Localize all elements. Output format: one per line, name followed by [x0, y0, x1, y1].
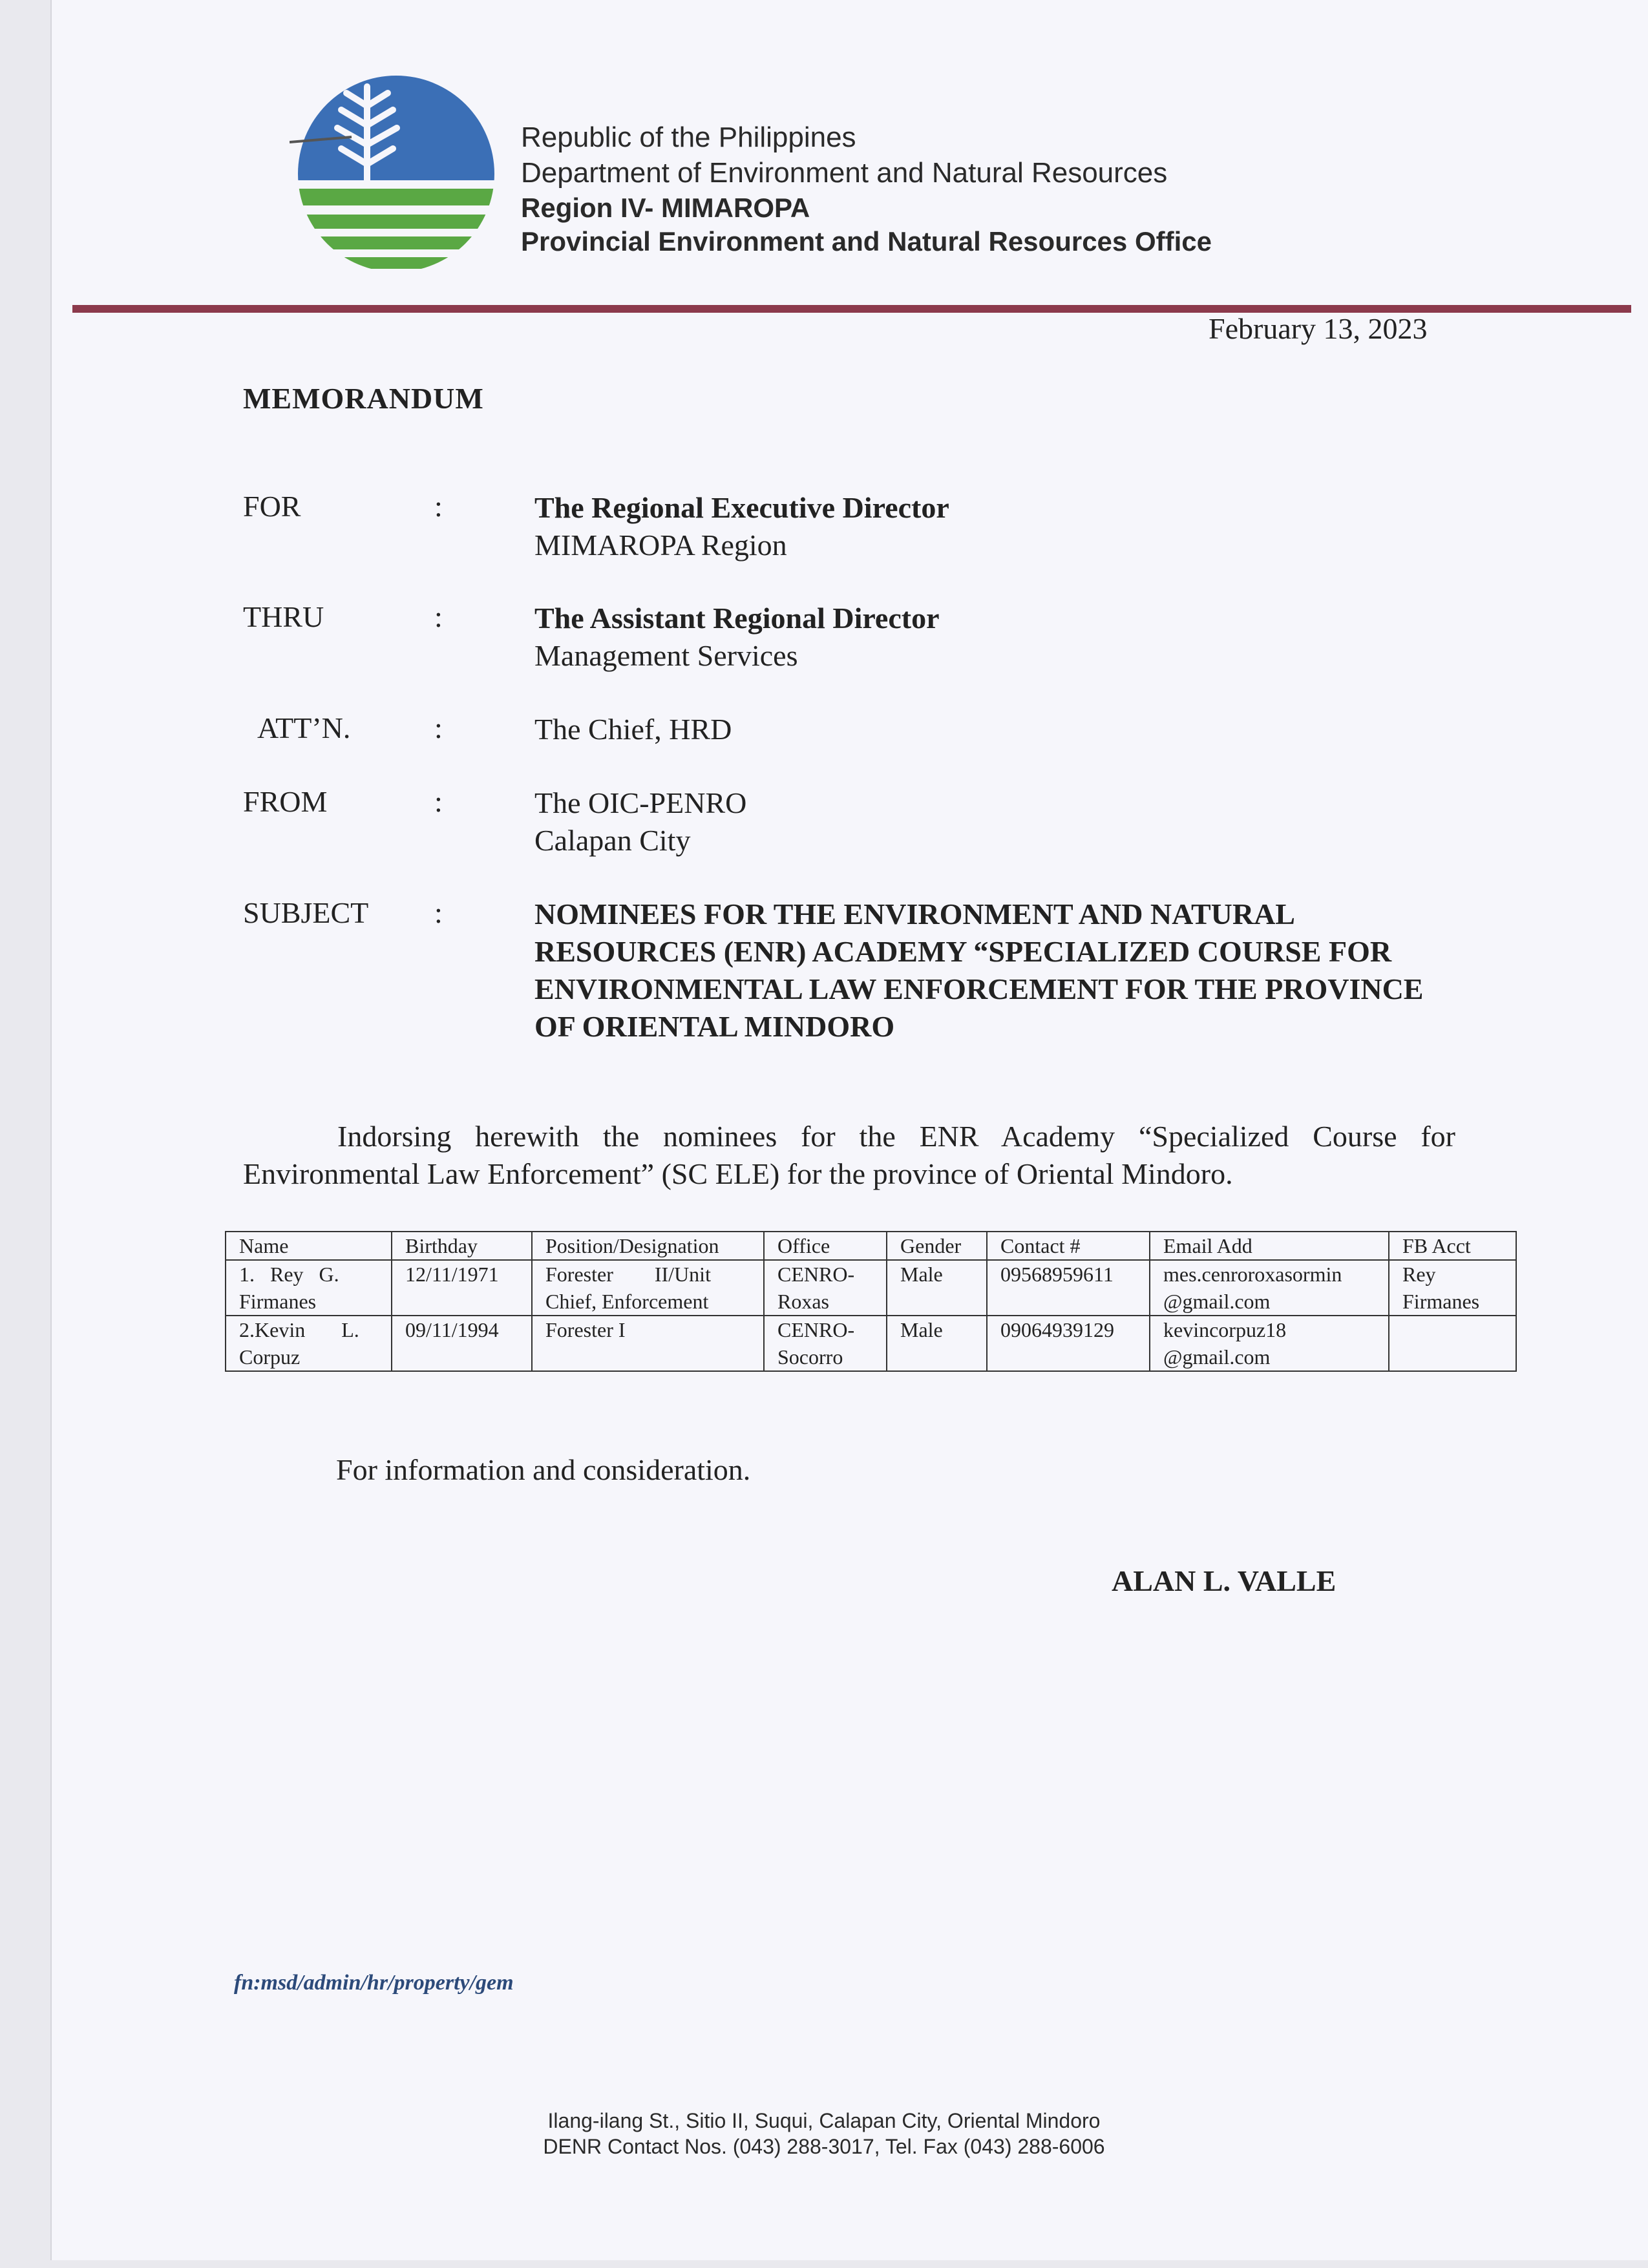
header-name: Name	[226, 1232, 392, 1260]
header-email: Email Add	[1150, 1232, 1389, 1260]
cell-fb-line1: Rey	[1402, 1263, 1436, 1286]
cell-position-line1: Forester I	[545, 1318, 626, 1341]
subject-label: SUBJECT	[243, 896, 369, 929]
cell-gender: Male	[887, 1316, 987, 1371]
subject-colon: :	[434, 896, 443, 929]
header-office: Office	[764, 1232, 887, 1260]
thru-label: THRU	[243, 600, 324, 633]
cell-office-line1: CENRO-	[777, 1318, 855, 1341]
cell-fb	[1389, 1260, 1516, 1316]
header-department: Department of Environment and Natural Resources	[521, 157, 1168, 189]
cell-email-line1: mes.cenroroxasormin	[1163, 1263, 1342, 1286]
header-region: Region IV- MIMAROPA	[521, 193, 810, 223]
thru-value	[534, 600, 940, 675]
table-row	[226, 1260, 1516, 1316]
cell-position	[532, 1316, 764, 1371]
cell-office	[764, 1316, 887, 1371]
cell-birthday: 09/11/1994	[392, 1316, 532, 1371]
subject-text: NOMINEES FOR THE ENVIRONMENT AND NATURAL RESOURCES (ENR) ACADEMY “SPECIALIZED COURSE FOR ENVIRONMENTAL LAW ENFORCEMENT FOR THE PROVINCE OF ORIENTAL MINDORO	[534, 898, 1424, 1043]
from-value	[534, 784, 746, 859]
cell-office-line2: Roxas	[777, 1290, 829, 1313]
cell-email-line1: kevincorpuz18	[1163, 1318, 1287, 1341]
header-gender: Gender	[887, 1232, 987, 1260]
table-row	[226, 1316, 1516, 1371]
for-label: FOR	[243, 490, 301, 523]
attn-value: The Chief, HRD	[534, 713, 732, 746]
cell-gender: Male	[887, 1260, 987, 1316]
for-addressee: The Regional Executive Director	[534, 491, 949, 524]
cell-birthday: 12/11/1971	[392, 1260, 532, 1316]
from-sender: The OIC-PENRO	[534, 786, 747, 819]
cell-fb	[1389, 1316, 1516, 1371]
cell-email-line2: @gmail.com	[1163, 1345, 1271, 1369]
cell-fb-line2: Firmanes	[1402, 1290, 1480, 1313]
cell-email	[1150, 1316, 1389, 1371]
cell-name-line1	[239, 1261, 378, 1288]
footer-contacts: DENR Contact Nos. (043) 288-3017, Tel. Fax (043) 288-6006	[543, 2135, 1105, 2158]
from-colon: :	[434, 785, 443, 818]
cell-office-line2: Socorro	[777, 1345, 843, 1369]
table-header-row	[226, 1232, 1516, 1260]
cell-position-line1: Forester II/Unit	[545, 1263, 711, 1286]
from-label: FROM	[243, 785, 328, 818]
file-reference: fn:msd/admin/hr/property/gem	[234, 1971, 514, 1995]
closing-line: For information and consideration.	[336, 1453, 751, 1486]
nominees-table	[225, 1231, 1517, 1372]
cell-position	[532, 1260, 764, 1316]
header-office: Provincial Environment and Natural Resources Office	[521, 226, 1212, 257]
cell-position-line2: Chief, Enforcement	[545, 1290, 709, 1313]
intro-paragraph: Indorsing herewith the nominees for the ENR Academy “Specialized Course for Environmental Law Enforcement” (SC ELE) for the province of Oriental Mindoro.	[243, 1120, 1455, 1190]
thru-colon: :	[434, 600, 443, 633]
header-contact: Contact #	[987, 1232, 1150, 1260]
cell-contact: 09064939129	[987, 1316, 1150, 1371]
signatory-name: ALAN L. VALLE	[1112, 1564, 1336, 1597]
header-birthday: Birthday	[392, 1232, 532, 1260]
cell-name	[226, 1260, 392, 1316]
cell-name-line2: Corpuz	[239, 1345, 301, 1369]
for-colon: :	[434, 490, 443, 523]
cell-name	[226, 1316, 392, 1371]
denr-seal-icon	[290, 67, 503, 280]
header-position: Position/Designation	[532, 1232, 764, 1260]
header-republic: Republic of the Philippines	[521, 121, 856, 153]
for-addressee-unit: MIMAROPA Region	[534, 529, 787, 562]
memo-title: MEMORANDUM	[243, 382, 484, 415]
cell-office	[764, 1260, 887, 1316]
cell-email-line2: @gmail.com	[1163, 1290, 1271, 1313]
thru-addressee-unit: Management Services	[534, 639, 798, 672]
cell-email	[1150, 1260, 1389, 1316]
cell-name-line1: 2.Kevin L.	[239, 1318, 359, 1341]
memo-date: February 13, 2023	[1209, 312, 1428, 345]
for-value	[534, 489, 949, 564]
footer-address: Ilang-ilang St., Sitio II, Suqui, Calapan City, Oriental Mindoro	[547, 2109, 1101, 2132]
attn-colon: :	[434, 711, 443, 744]
thru-addressee: The Assistant Regional Director	[534, 602, 940, 635]
cell-contact: 09568959611	[987, 1260, 1150, 1316]
header-fb: FB Acct	[1389, 1232, 1516, 1260]
from-sender-location: Calapan City	[534, 824, 691, 857]
attn-label: ATT’N.	[257, 711, 351, 744]
cell-name-line2: Firmanes	[239, 1290, 317, 1313]
name-given: 1. Rey G.	[239, 1263, 339, 1286]
cell-office-line1: CENRO-	[777, 1263, 855, 1286]
